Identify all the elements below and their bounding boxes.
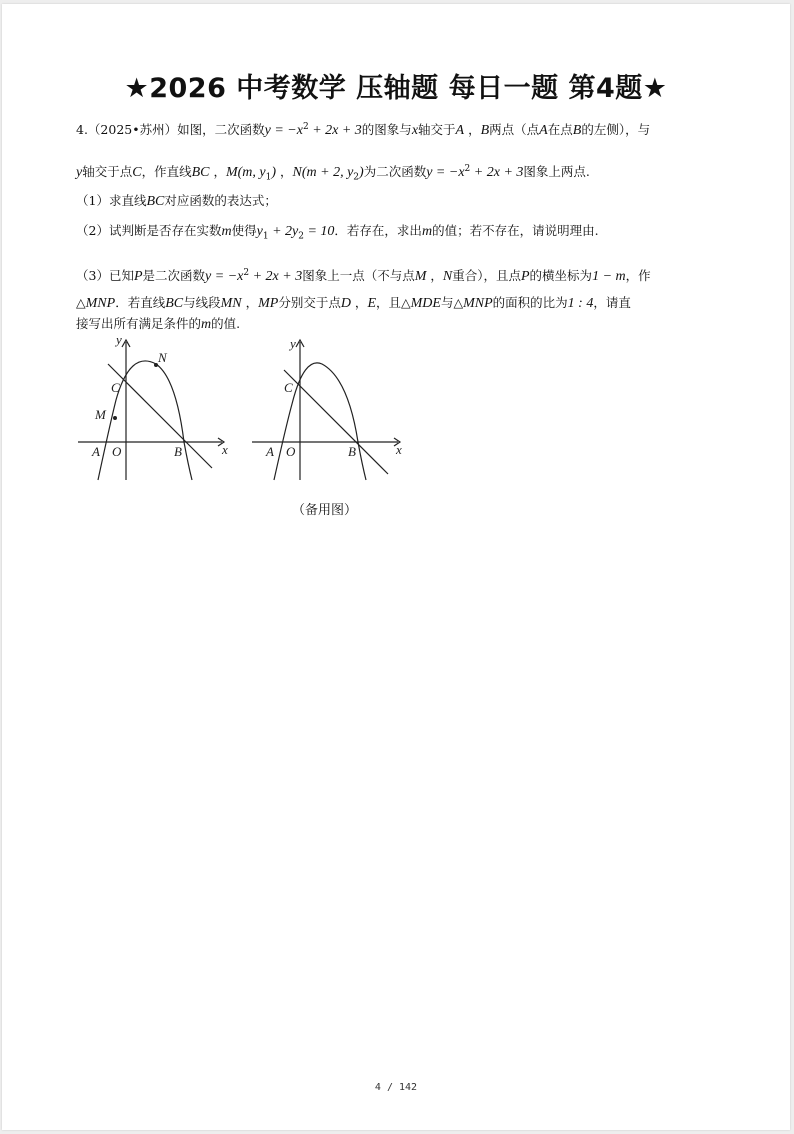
label-x: x [222, 442, 228, 457]
question-3-line-1 [76, 264, 651, 286]
line-bc [108, 364, 212, 468]
text: 重合），且点 [452, 268, 521, 284]
label-c: C [111, 380, 120, 395]
math: BC [165, 296, 184, 311]
math-sub: 2 [353, 172, 360, 183]
point-m [113, 416, 117, 420]
math: P [133, 269, 143, 285]
text: 的面积的比为 [492, 295, 568, 310]
label-o: O [112, 444, 122, 459]
math: MN [220, 296, 242, 311]
text: ， [426, 268, 443, 284]
label-y: y [116, 334, 122, 347]
text: 的左侧），与 [581, 122, 651, 138]
label-b: B [348, 444, 356, 459]
question-3-line-2 [76, 294, 631, 313]
document-page [2, 4, 790, 1130]
math: + 2x + 3 [470, 165, 524, 181]
math: E [367, 296, 376, 311]
math-sub: 1 [262, 231, 269, 242]
math-sub: 2 [298, 231, 304, 242]
text: 使得 [231, 223, 257, 238]
problem-line-2 [76, 160, 590, 187]
math: + 2x + 3 [249, 269, 303, 285]
figure-1-graph [74, 334, 234, 484]
question-1 [76, 192, 277, 211]
text: 轴交于点 [82, 164, 133, 180]
math: + 2y [268, 224, 299, 239]
text: 的值. [211, 316, 241, 331]
text: （1）求直线 [76, 193, 147, 208]
text: 对应函数的表达式； [164, 193, 277, 208]
text: （2）试判断是否存在实数 [76, 223, 222, 238]
text: 两点（点 [489, 122, 540, 138]
page-number: 4 / 142 [374, 1082, 418, 1093]
math: y = −x [205, 269, 244, 285]
math: y [256, 224, 263, 239]
page-title: ★2026 中考数学 压轴题 每日一题 第4题★ [124, 73, 668, 104]
text: 的图象与 [361, 122, 412, 138]
problem-line-1 [76, 118, 650, 140]
text: ，请直 [593, 295, 631, 310]
math: m [201, 317, 212, 332]
label-y: y [290, 336, 296, 351]
text: ， [241, 295, 259, 310]
math: ) [271, 165, 277, 181]
math: B [480, 123, 490, 139]
text: 轴交于 [418, 122, 456, 138]
text: ，作 [625, 268, 651, 284]
text: ， [464, 122, 481, 138]
label-a: A [92, 444, 100, 459]
math: D [340, 296, 351, 311]
math: = 10 [303, 224, 335, 239]
question-2 [76, 222, 599, 246]
math: MNP [463, 296, 493, 311]
text: 为二次函数 [363, 164, 427, 180]
math: + 2x + 3 [308, 123, 362, 139]
label-m: M [95, 407, 106, 422]
text: ．若直线 [115, 295, 166, 310]
math: MNP [85, 296, 116, 311]
label-a: A [266, 444, 274, 459]
text: 图象上一点（不与点 [302, 268, 415, 284]
text: △ [76, 295, 86, 310]
label-c: C [284, 380, 293, 395]
math: P [520, 269, 530, 285]
math: N [442, 269, 453, 285]
text: 接写出所有满足条件的 [76, 316, 202, 331]
text: 与线段 [183, 295, 221, 310]
math: BC [146, 194, 165, 209]
question-3-line-3 [76, 315, 240, 334]
figure-caption: （备用图） [292, 503, 358, 518]
math: 1 − m [592, 269, 626, 285]
text: （3）已知 [76, 268, 134, 284]
text: 图象上两点. [523, 164, 590, 180]
math-sup: 2 [302, 122, 309, 132]
text: 与△ [440, 295, 464, 310]
label-n: N [158, 350, 167, 365]
math: x [411, 123, 419, 139]
parabola [98, 361, 192, 480]
math-sup: 2 [464, 164, 471, 174]
math: B [572, 123, 582, 139]
text: ， [350, 295, 368, 310]
math: N(m + 2, y [292, 165, 354, 181]
label-o: O [286, 444, 296, 459]
math: m [221, 224, 232, 239]
math: y [76, 165, 83, 181]
text: ．若存在，求出 [334, 223, 422, 238]
math: 1 : 4 [567, 296, 594, 311]
text: 4.（2025•苏州）如图，二次函数 [76, 122, 265, 138]
text: ， [276, 164, 293, 180]
math: MDE [410, 296, 441, 311]
text: ，且△ [376, 295, 411, 310]
math: m [421, 224, 433, 239]
text: 是二次函数 [142, 268, 206, 284]
math: A [539, 123, 548, 139]
math: y = −x [264, 123, 303, 139]
label-b: B [174, 444, 182, 459]
math: A [455, 123, 465, 139]
math-sup: 2 [243, 268, 250, 278]
math: ) [359, 165, 364, 181]
math-sub: 1 [265, 172, 272, 183]
math: BC [191, 165, 210, 181]
math: M(m, y [225, 165, 266, 181]
math: y = −x [426, 165, 465, 181]
math: C [132, 165, 142, 181]
text: ，作直线 [141, 164, 192, 180]
text: 的横坐标为 [529, 268, 593, 284]
text: ， [209, 164, 226, 180]
math: M [414, 269, 427, 285]
label-x: x [396, 442, 402, 457]
text: 的值；若不存在，请说明理由. [432, 223, 599, 238]
text: 分别交于点 [278, 295, 341, 310]
math: MP [258, 296, 279, 311]
text: 在点 [547, 122, 573, 138]
figure-2-graph [248, 334, 408, 484]
